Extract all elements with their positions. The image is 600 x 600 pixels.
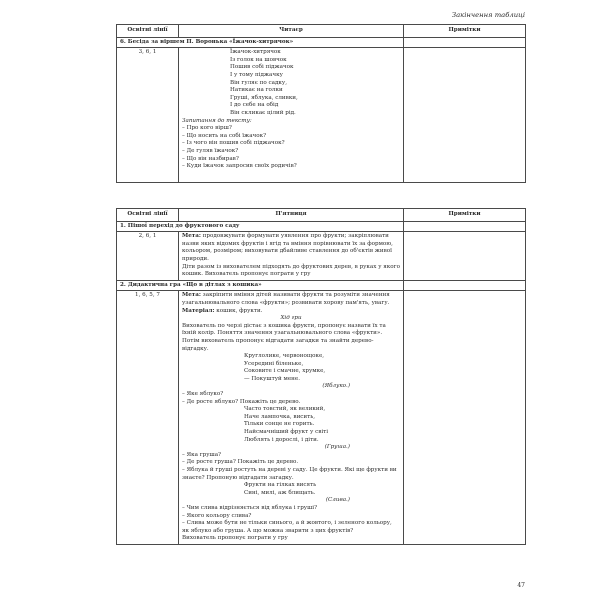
question-item: – Що він назбирав?: [182, 155, 239, 162]
riddle-answer: (Яблуко.): [322, 383, 350, 390]
question-item: – Чим слива відрізняється від яблука і груші?: [182, 504, 318, 511]
poem-line: Він скликає цілий рід.: [230, 109, 296, 116]
section-row: [117, 280, 526, 291]
riddle-line: Люблять і дорослі, і діти.: [244, 436, 319, 443]
section-row: [117, 221, 526, 232]
riddle-line: Найсмачніший фрукт у світі: [244, 429, 329, 436]
page-number: 47: [517, 582, 525, 590]
question-item: – Яблука й груші ростуть на дереві у саду. Це фрукти. Які ще фрукти ви знаєте? Пропоную відгадати загадку.: [182, 467, 397, 481]
riddle-line: Тільки сонце не горить.: [244, 421, 315, 428]
riddle-line: Сині, милі, аж блищать.: [244, 489, 316, 496]
notes-cell: [404, 232, 526, 281]
header-notes: Примітки: [404, 25, 526, 38]
content-cell: [179, 232, 404, 281]
question-item: – Де росте яблуко? Покажіть це дерево.: [182, 398, 301, 405]
header-day: П'ятниця: [179, 209, 404, 222]
table-header-row: [117, 209, 526, 222]
continuation-label: Закінчення таблиці: [451, 11, 525, 19]
table-row: [117, 232, 526, 281]
lines-code: 1, 6, 5, 7: [117, 291, 179, 545]
question-item: – Що носить на собі їжачок?: [182, 132, 267, 139]
poem-line: Він гуляє по садку,: [230, 79, 287, 86]
question-item: – Яке яблуко?: [182, 391, 224, 398]
document-page: [75, 12, 525, 590]
poem-line: Натикає на голки: [230, 87, 283, 94]
question-item: – Якого кольору слива?: [182, 512, 252, 519]
table-row: [117, 48, 526, 183]
notes-cell: [404, 48, 526, 183]
table-header-row: [117, 25, 526, 38]
riddle-line: Соковите і смачне, хрумке,: [244, 368, 326, 375]
material-label: Матеріал:: [182, 307, 215, 314]
riddle-line: Часто товстий, як великий,: [244, 406, 326, 413]
questions-label: Запитання до тексту:: [182, 117, 252, 124]
section-notes: [404, 280, 526, 291]
poem-line: І до себе на обід: [230, 102, 279, 109]
section-notes: [404, 221, 526, 232]
table-row: [117, 291, 526, 545]
lines-code: 2, 6, 1: [117, 232, 179, 281]
activity-text: Діти разом із вихователем підходять до фруктових дерев, в руках у якого кошик. Вихователь пропонує пограти у гру: [182, 263, 400, 278]
content-cell: [179, 291, 404, 545]
riddle-line: — Покуштуй мене.: [244, 375, 300, 382]
content-cell: [179, 48, 404, 183]
section-notes: [404, 37, 526, 48]
riddle: [182, 353, 400, 383]
goal-text: продовжувати формувати уявлення про фрукти; закріплювати назви яких відомих фруктів і ягід та вміння порівнювати їх за формою, кольором, розміром; виховувати дбайливе ставлення до об'єктів живої природи.: [182, 233, 393, 262]
closing-text: Вихователь пропонує пограти у гру: [182, 535, 288, 542]
activity-table-2: [116, 208, 526, 545]
riddle-answer: (Груша.): [324, 444, 350, 451]
riddle-line: Круглолике, червонощоке,: [244, 353, 325, 360]
question-item: – Із чого він пошив собі піджачок?: [182, 140, 285, 147]
goal-label: Мета:: [182, 292, 201, 299]
question-item: – Слива може бути не тільки синього, а й жовтого, і зеленого кольору, як яблуко або груша. А що можна зварити з цих фруктів?: [182, 520, 392, 534]
game-heading: Хід гри: [280, 315, 302, 322]
question-item: – Яка груша?: [182, 451, 222, 458]
header-notes: Примітки: [404, 209, 526, 222]
poem-line: Грушi, яблука, сливки,: [230, 94, 298, 101]
section-title: 2. Дидактична гра «Що в дітлах з кошика»: [117, 280, 404, 291]
question-item: – Де гуляв їжачок?: [182, 147, 239, 154]
game-intro: Вихователь по черзі дістає з кошика фрукти, пропонує назвати їх та їхній колір. Поняття значення узагальнювального слова «фрукти». Потім вихователь пропонує відгадати загадки та знайти дерево-відгадку.: [182, 322, 386, 352]
goal-label: Мета:: [182, 233, 201, 240]
poem-line: І у тому піджачку: [230, 71, 283, 78]
header-lines: Освітні лінії: [117, 209, 179, 222]
section-row: [117, 37, 526, 48]
riddle-line: Наче лампочка, висить,: [244, 413, 316, 420]
question-item: – Де росте груша? Покажіть це дерево.: [182, 459, 299, 466]
section-title: 1. Пішої перехід до фруктового саду: [117, 221, 404, 232]
riddle: [182, 406, 400, 444]
riddle-line: Усередині біленьке,: [244, 360, 304, 367]
material-text: кошик, фрукти.: [214, 307, 263, 314]
riddle-line: Фрукти на гілках висять: [244, 482, 317, 489]
riddle: [182, 482, 400, 497]
header-lines: Освітні лінії: [117, 25, 179, 38]
goal-text: закріпити вміння дітей називати фрукти та розуміти значення узагальнювального слова «фрукти»; розвивати хорову пам'ять, увагу.: [182, 292, 390, 306]
poem-line: Їжачок-хитрячок: [230, 49, 281, 56]
question-item: – Про кого вірш?: [182, 125, 232, 132]
riddle-answer: (Слива.): [325, 497, 350, 504]
activity-table-1: [116, 24, 526, 183]
section-title: 6. Бесіда за віршем П. Воронька «Їжачок-хитрячок»: [117, 37, 404, 48]
poem-line: Із голок на шовчок: [230, 56, 287, 63]
poem: [182, 49, 400, 117]
poem-line: Пошив собі піджачок: [230, 64, 294, 71]
lines-code: 3, 6, 1: [117, 48, 179, 183]
header-day: Читаєр: [179, 25, 404, 38]
question-item: – Куди їжачок запросив своїх родичів?: [182, 163, 297, 170]
notes-cell: [404, 291, 526, 545]
